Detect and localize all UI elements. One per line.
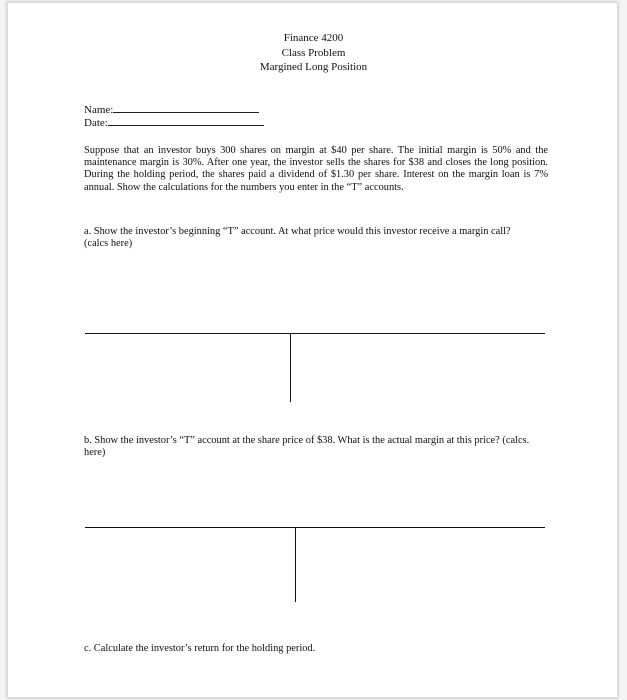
- document-type: Class Problem: [281, 46, 346, 59]
- question-a: a. Show the investor’s beginning “T” account. At what price would this investor receive a margin call? (calcs here): [84, 226, 511, 250]
- t-account-b-horizontal-line: [85, 527, 545, 528]
- t-account-b-vertical-line: [295, 528, 296, 602]
- question-c: c. Calculate the investor’s return for the holding period.: [84, 643, 316, 654]
- date-label: Date:: [84, 117, 108, 129]
- problem-statement: Suppose that an investor buys 300 shares on margin at $40 per share. The initial margin is 50% and the maintenance margin is 30%. After one year, the investor sells the shares for $38 and closes the long position. During the holding period, the shares paid a dividend of $1.30 per share. Interest on the margin loan is 7% annual. Show the calculations for the numbers you enter in the “T” accounts.: [84, 145, 548, 193]
- t-account-a-vertical-line: [290, 334, 291, 402]
- document-page: [7, 2, 618, 698]
- name-label: Name:: [84, 104, 114, 116]
- question-b: b. Show the investor’s “T” account at the share price of $38. What is the actual margin at this price? (calcs. here): [84, 435, 530, 459]
- document-header: [8, 31, 619, 75]
- problem-topic: Margined Long Position: [259, 61, 368, 73]
- name-blank-line[interactable]: [113, 102, 259, 113]
- date-field[interactable]: [84, 115, 264, 130]
- date-blank-line[interactable]: [108, 115, 264, 126]
- t-account-a-horizontal-line: [85, 333, 545, 334]
- course-title: Finance 4200: [283, 32, 344, 44]
